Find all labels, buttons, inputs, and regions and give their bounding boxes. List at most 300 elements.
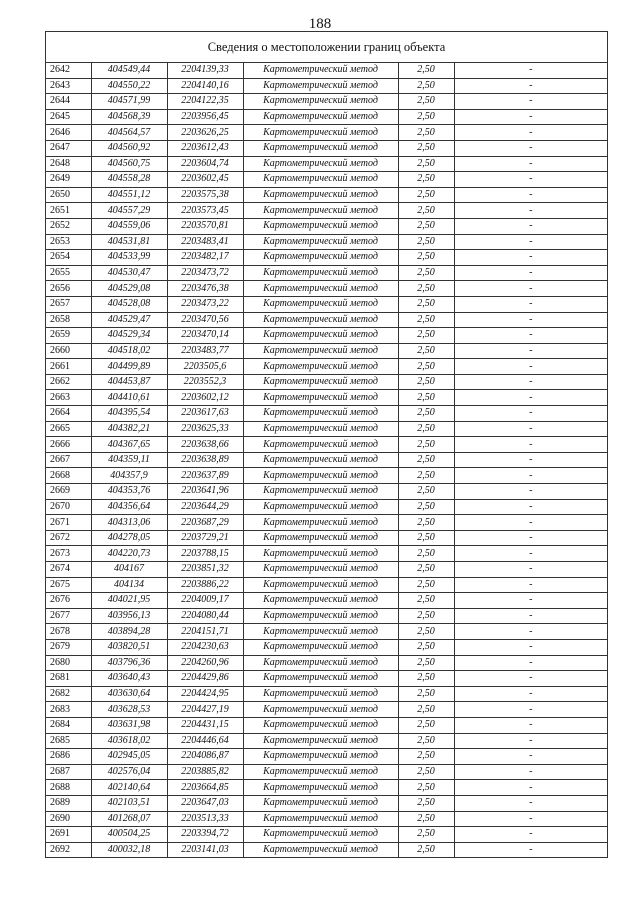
x-coordinate-cell: 404499,89 — [91, 359, 167, 375]
table-row — [46, 172, 607, 188]
description-cell: - — [454, 562, 607, 578]
y-coordinate-cell: 2204139,33 — [167, 63, 243, 78]
description-cell: - — [454, 811, 607, 827]
description-cell: - — [454, 702, 607, 718]
method-cell: Картометрический метод — [243, 109, 398, 125]
description-cell: - — [454, 172, 607, 188]
x-coordinate-cell: 404529,47 — [91, 312, 167, 328]
table-row — [46, 655, 607, 671]
method-cell: Картометрический метод — [243, 390, 398, 406]
x-coordinate-cell: 403630,64 — [91, 686, 167, 702]
point-number-cell: 2653 — [46, 234, 91, 250]
point-number-cell: 2689 — [46, 795, 91, 811]
x-coordinate-cell: 404529,34 — [91, 328, 167, 344]
accuracy-cell: 2,50 — [398, 250, 454, 266]
accuracy-cell: 2,50 — [398, 156, 454, 172]
description-cell: - — [454, 499, 607, 515]
accuracy-cell: 2,50 — [398, 577, 454, 593]
table-row — [46, 686, 607, 702]
method-cell: Картометрический метод — [243, 530, 398, 546]
y-coordinate-cell: 2203394,72 — [167, 827, 243, 843]
x-coordinate-cell: 402140,64 — [91, 780, 167, 796]
method-cell: Картометрический метод — [243, 702, 398, 718]
y-coordinate-cell: 2203602,12 — [167, 390, 243, 406]
method-cell: Картометрический метод — [243, 608, 398, 624]
x-coordinate-cell: 404530,47 — [91, 265, 167, 281]
description-cell: - — [454, 140, 607, 156]
accuracy-cell: 2,50 — [398, 125, 454, 141]
description-cell: - — [454, 78, 607, 94]
point-number-cell: 2681 — [46, 671, 91, 687]
x-coordinate-cell: 404549,44 — [91, 63, 167, 78]
method-cell: Картометрический метод — [243, 359, 398, 375]
y-coordinate-cell: 2203573,45 — [167, 203, 243, 219]
x-coordinate-cell: 403796,36 — [91, 655, 167, 671]
y-coordinate-cell: 2203851,32 — [167, 562, 243, 578]
accuracy-cell: 2,50 — [398, 63, 454, 78]
method-cell: Картометрический метод — [243, 125, 398, 141]
x-coordinate-cell: 404167 — [91, 562, 167, 578]
point-number-cell: 2692 — [46, 842, 91, 857]
table-row — [46, 764, 607, 780]
accuracy-cell: 2,50 — [398, 562, 454, 578]
coordinates-table — [46, 63, 607, 857]
method-cell: Картометрический метод — [243, 187, 398, 203]
point-number-cell: 2672 — [46, 530, 91, 546]
table-row — [46, 842, 607, 857]
table-row — [46, 78, 607, 94]
description-cell: - — [454, 421, 607, 437]
point-number-cell: 2647 — [46, 140, 91, 156]
y-coordinate-cell: 2203625,33 — [167, 421, 243, 437]
description-cell: - — [454, 156, 607, 172]
table-row — [46, 624, 607, 640]
description-cell: - — [454, 671, 607, 687]
point-number-cell: 2662 — [46, 374, 91, 390]
accuracy-cell: 2,50 — [398, 452, 454, 468]
description-cell: - — [454, 328, 607, 344]
description-cell: - — [454, 764, 607, 780]
method-cell: Картометрический метод — [243, 780, 398, 796]
point-number-cell: 2688 — [46, 780, 91, 796]
table-row — [46, 749, 607, 765]
table-row — [46, 125, 607, 141]
x-coordinate-cell: 404367,65 — [91, 437, 167, 453]
y-coordinate-cell: 2204429,86 — [167, 671, 243, 687]
method-cell: Картометрический метод — [243, 374, 398, 390]
point-number-cell: 2676 — [46, 593, 91, 609]
description-cell: - — [454, 827, 607, 843]
method-cell: Картометрический метод — [243, 343, 398, 359]
description-cell: - — [454, 109, 607, 125]
accuracy-cell: 2,50 — [398, 312, 454, 328]
method-cell: Картометрический метод — [243, 827, 398, 843]
method-cell: Картометрический метод — [243, 406, 398, 422]
y-coordinate-cell: 2203505,6 — [167, 359, 243, 375]
point-number-cell: 2645 — [46, 109, 91, 125]
point-number-cell: 2690 — [46, 811, 91, 827]
table-row — [46, 156, 607, 172]
x-coordinate-cell: 404518,02 — [91, 343, 167, 359]
y-coordinate-cell: 2203141,03 — [167, 842, 243, 857]
y-coordinate-cell: 2203473,72 — [167, 265, 243, 281]
description-cell: - — [454, 515, 607, 531]
y-coordinate-cell: 2204260,96 — [167, 655, 243, 671]
section-title: Сведения о местоположении границ объекта — [46, 32, 607, 63]
x-coordinate-cell: 404558,28 — [91, 172, 167, 188]
accuracy-cell: 2,50 — [398, 109, 454, 125]
table-row — [46, 608, 607, 624]
description-cell: - — [454, 203, 607, 219]
method-cell: Картометрический метод — [243, 296, 398, 312]
y-coordinate-cell: 2203483,77 — [167, 343, 243, 359]
x-coordinate-cell: 404220,73 — [91, 546, 167, 562]
x-coordinate-cell: 404560,92 — [91, 140, 167, 156]
table-row — [46, 203, 607, 219]
accuracy-cell: 2,50 — [398, 265, 454, 281]
accuracy-cell: 2,50 — [398, 374, 454, 390]
point-number-cell: 2651 — [46, 203, 91, 219]
table-row — [46, 546, 607, 562]
method-cell: Картометрический метод — [243, 63, 398, 78]
table-row — [46, 250, 607, 266]
accuracy-cell: 2,50 — [398, 655, 454, 671]
x-coordinate-cell: 404410,61 — [91, 390, 167, 406]
accuracy-cell: 2,50 — [398, 343, 454, 359]
x-coordinate-cell: 404533,99 — [91, 250, 167, 266]
y-coordinate-cell: 2203612,43 — [167, 140, 243, 156]
x-coordinate-cell: 403640,43 — [91, 671, 167, 687]
description-cell: - — [454, 234, 607, 250]
method-cell: Картометрический метод — [243, 265, 398, 281]
point-number-cell: 2643 — [46, 78, 91, 94]
point-number-cell: 2685 — [46, 733, 91, 749]
description-cell: - — [454, 608, 607, 624]
description-cell: - — [454, 296, 607, 312]
y-coordinate-cell: 2203483,41 — [167, 234, 243, 250]
y-coordinate-cell: 2203638,89 — [167, 452, 243, 468]
point-number-cell: 2642 — [46, 63, 91, 78]
x-coordinate-cell: 403956,13 — [91, 608, 167, 624]
accuracy-cell: 2,50 — [398, 624, 454, 640]
table-row — [46, 63, 607, 78]
x-coordinate-cell: 403628,53 — [91, 702, 167, 718]
y-coordinate-cell: 2203664,85 — [167, 780, 243, 796]
table-row — [46, 437, 607, 453]
table-row — [46, 639, 607, 655]
table-row — [46, 593, 607, 609]
accuracy-cell: 2,50 — [398, 717, 454, 733]
point-number-cell: 2691 — [46, 827, 91, 843]
accuracy-cell: 2,50 — [398, 702, 454, 718]
description-cell: - — [454, 343, 607, 359]
method-cell: Картометрический метод — [243, 811, 398, 827]
description-cell: - — [454, 780, 607, 796]
accuracy-cell: 2,50 — [398, 749, 454, 765]
accuracy-cell: 2,50 — [398, 811, 454, 827]
x-coordinate-cell: 400032,18 — [91, 842, 167, 857]
point-number-cell: 2664 — [46, 406, 91, 422]
method-cell: Картометрический метод — [243, 562, 398, 578]
description-cell: - — [454, 593, 607, 609]
method-cell: Картометрический метод — [243, 468, 398, 484]
method-cell: Картометрический метод — [243, 639, 398, 655]
method-cell: Картометрический метод — [243, 437, 398, 453]
x-coordinate-cell: 404559,06 — [91, 218, 167, 234]
method-cell: Картометрический метод — [243, 671, 398, 687]
description-cell: - — [454, 733, 607, 749]
description-cell: - — [454, 406, 607, 422]
table-row — [46, 577, 607, 593]
table-row — [46, 452, 607, 468]
table-row — [46, 671, 607, 687]
method-cell: Картометрический метод — [243, 655, 398, 671]
accuracy-cell: 2,50 — [398, 359, 454, 375]
method-cell: Картометрический метод — [243, 749, 398, 765]
accuracy-cell: 2,50 — [398, 406, 454, 422]
table-row — [46, 94, 607, 110]
description-cell: - — [454, 250, 607, 266]
x-coordinate-cell: 404551,12 — [91, 187, 167, 203]
method-cell: Картометрический метод — [243, 546, 398, 562]
description-cell: - — [454, 312, 607, 328]
y-coordinate-cell: 2203470,14 — [167, 328, 243, 344]
method-cell: Картометрический метод — [243, 421, 398, 437]
point-number-cell: 2657 — [46, 296, 91, 312]
description-cell: - — [454, 577, 607, 593]
accuracy-cell: 2,50 — [398, 530, 454, 546]
point-number-cell: 2659 — [46, 328, 91, 344]
coordinates-sheet — [45, 31, 608, 858]
y-coordinate-cell: 2203956,45 — [167, 109, 243, 125]
y-coordinate-cell: 2203470,56 — [167, 312, 243, 328]
accuracy-cell: 2,50 — [398, 328, 454, 344]
table-row — [46, 827, 607, 843]
point-number-cell: 2668 — [46, 468, 91, 484]
description-cell: - — [454, 686, 607, 702]
description-cell: - — [454, 452, 607, 468]
accuracy-cell: 2,50 — [398, 671, 454, 687]
table-row — [46, 312, 607, 328]
y-coordinate-cell: 2203473,22 — [167, 296, 243, 312]
x-coordinate-cell: 404357,9 — [91, 468, 167, 484]
description-cell: - — [454, 125, 607, 141]
method-cell: Картометрический метод — [243, 484, 398, 500]
point-number-cell: 2667 — [46, 452, 91, 468]
point-number-cell: 2652 — [46, 218, 91, 234]
accuracy-cell: 2,50 — [398, 234, 454, 250]
point-number-cell: 2654 — [46, 250, 91, 266]
y-coordinate-cell: 2204009,17 — [167, 593, 243, 609]
accuracy-cell: 2,50 — [398, 764, 454, 780]
description-cell: - — [454, 374, 607, 390]
point-number-cell: 2661 — [46, 359, 91, 375]
coordinates-table-body — [46, 63, 607, 857]
description-cell: - — [454, 359, 607, 375]
method-cell: Картометрический метод — [243, 140, 398, 156]
table-row — [46, 109, 607, 125]
point-number-cell: 2673 — [46, 546, 91, 562]
point-number-cell: 2679 — [46, 639, 91, 655]
description-cell: - — [454, 218, 607, 234]
point-number-cell: 2665 — [46, 421, 91, 437]
y-coordinate-cell: 2204086,87 — [167, 749, 243, 765]
method-cell: Картометрический метод — [243, 250, 398, 266]
x-coordinate-cell: 404353,76 — [91, 484, 167, 500]
y-coordinate-cell: 2203885,82 — [167, 764, 243, 780]
y-coordinate-cell: 2203638,66 — [167, 437, 243, 453]
y-coordinate-cell: 2204122,35 — [167, 94, 243, 110]
point-number-cell: 2678 — [46, 624, 91, 640]
x-coordinate-cell: 402945,05 — [91, 749, 167, 765]
accuracy-cell: 2,50 — [398, 780, 454, 796]
accuracy-cell: 2,50 — [398, 140, 454, 156]
description-cell: - — [454, 795, 607, 811]
y-coordinate-cell: 2203552,3 — [167, 374, 243, 390]
point-number-cell: 2644 — [46, 94, 91, 110]
method-cell: Картометрический метод — [243, 795, 398, 811]
point-number-cell: 2648 — [46, 156, 91, 172]
table-row — [46, 733, 607, 749]
point-number-cell: 2687 — [46, 764, 91, 780]
method-cell: Картометрический метод — [243, 842, 398, 857]
table-row — [46, 811, 607, 827]
method-cell: Картометрический метод — [243, 764, 398, 780]
accuracy-cell: 2,50 — [398, 94, 454, 110]
y-coordinate-cell: 2203626,25 — [167, 125, 243, 141]
description-cell: - — [454, 468, 607, 484]
table-row — [46, 218, 607, 234]
accuracy-cell: 2,50 — [398, 608, 454, 624]
method-cell: Картометрический метод — [243, 156, 398, 172]
accuracy-cell: 2,50 — [398, 639, 454, 655]
point-number-cell: 2680 — [46, 655, 91, 671]
x-coordinate-cell: 404278,05 — [91, 530, 167, 546]
x-coordinate-cell: 403820,51 — [91, 639, 167, 655]
table-row — [46, 795, 607, 811]
point-number-cell: 2674 — [46, 562, 91, 578]
y-coordinate-cell: 2204446,64 — [167, 733, 243, 749]
x-coordinate-cell: 404395,54 — [91, 406, 167, 422]
table-row — [46, 187, 607, 203]
method-cell: Картометрический метод — [243, 624, 398, 640]
y-coordinate-cell: 2203602,45 — [167, 172, 243, 188]
table-row — [46, 328, 607, 344]
method-cell: Картометрический метод — [243, 717, 398, 733]
method-cell: Картометрический метод — [243, 78, 398, 94]
method-cell: Картометрический метод — [243, 452, 398, 468]
y-coordinate-cell: 2204424,95 — [167, 686, 243, 702]
point-number-cell: 2669 — [46, 484, 91, 500]
description-cell: - — [454, 546, 607, 562]
method-cell: Картометрический метод — [243, 328, 398, 344]
table-row — [46, 530, 607, 546]
description-cell: - — [454, 265, 607, 281]
x-coordinate-cell: 404359,11 — [91, 452, 167, 468]
accuracy-cell: 2,50 — [398, 593, 454, 609]
method-cell: Картометрический метод — [243, 234, 398, 250]
table-row — [46, 390, 607, 406]
method-cell: Картометрический метод — [243, 499, 398, 515]
description-cell: - — [454, 624, 607, 640]
point-number-cell: 2646 — [46, 125, 91, 141]
method-cell: Картометрический метод — [243, 281, 398, 297]
y-coordinate-cell: 2203604,74 — [167, 156, 243, 172]
description-cell: - — [454, 484, 607, 500]
accuracy-cell: 2,50 — [398, 546, 454, 562]
description-cell: - — [454, 749, 607, 765]
y-coordinate-cell: 2203570,81 — [167, 218, 243, 234]
table-row — [46, 717, 607, 733]
y-coordinate-cell: 2204427,19 — [167, 702, 243, 718]
y-coordinate-cell: 2203687,29 — [167, 515, 243, 531]
point-number-cell: 2650 — [46, 187, 91, 203]
y-coordinate-cell: 2203644,29 — [167, 499, 243, 515]
y-coordinate-cell: 2203476,38 — [167, 281, 243, 297]
x-coordinate-cell: 402576,04 — [91, 764, 167, 780]
description-cell: - — [454, 63, 607, 78]
description-cell: - — [454, 530, 607, 546]
accuracy-cell: 2,50 — [398, 437, 454, 453]
point-number-cell: 2655 — [46, 265, 91, 281]
x-coordinate-cell: 404134 — [91, 577, 167, 593]
description-cell: - — [454, 187, 607, 203]
point-number-cell: 2649 — [46, 172, 91, 188]
point-number-cell: 2658 — [46, 312, 91, 328]
description-cell: - — [454, 437, 607, 453]
accuracy-cell: 2,50 — [398, 795, 454, 811]
table-row — [46, 343, 607, 359]
x-coordinate-cell: 401268,07 — [91, 811, 167, 827]
table-row — [46, 406, 607, 422]
table-row — [46, 140, 607, 156]
description-cell: - — [529, 843, 533, 855]
point-number-cell: 2660 — [46, 343, 91, 359]
x-coordinate-cell: 404382,21 — [91, 421, 167, 437]
x-coordinate-cell: 404564,57 — [91, 125, 167, 141]
y-coordinate-cell: 2203788,15 — [167, 546, 243, 562]
method-cell: Картометрический метод — [243, 686, 398, 702]
x-coordinate-cell: 404550,22 — [91, 78, 167, 94]
x-coordinate-cell: 404021,95 — [91, 593, 167, 609]
x-coordinate-cell: 404531,81 — [91, 234, 167, 250]
y-coordinate-cell: 2203641,96 — [167, 484, 243, 500]
table-row — [46, 468, 607, 484]
description-cell: - — [454, 281, 607, 297]
point-number-cell: 2675 — [46, 577, 91, 593]
table-row — [46, 374, 607, 390]
accuracy-cell: 2,50 — [398, 187, 454, 203]
x-coordinate-cell: 404568,39 — [91, 109, 167, 125]
method-cell: Картометрический метод — [243, 218, 398, 234]
table-row — [46, 265, 607, 281]
table-row — [46, 515, 607, 531]
point-number-cell: 2684 — [46, 717, 91, 733]
table-row — [46, 562, 607, 578]
accuracy-cell: 2,50 — [398, 296, 454, 312]
accuracy-cell: 2,50 — [398, 499, 454, 515]
x-coordinate-cell: 403618,02 — [91, 733, 167, 749]
point-number-cell: 2683 — [46, 702, 91, 718]
table-row — [46, 281, 607, 297]
table-row — [46, 359, 607, 375]
point-number-cell: 2682 — [46, 686, 91, 702]
table-row — [46, 780, 607, 796]
x-coordinate-cell: 404560,75 — [91, 156, 167, 172]
page-number: 188 — [308, 16, 332, 32]
accuracy-cell: 2,50 — [398, 733, 454, 749]
y-coordinate-cell: 2204151,71 — [167, 624, 243, 640]
